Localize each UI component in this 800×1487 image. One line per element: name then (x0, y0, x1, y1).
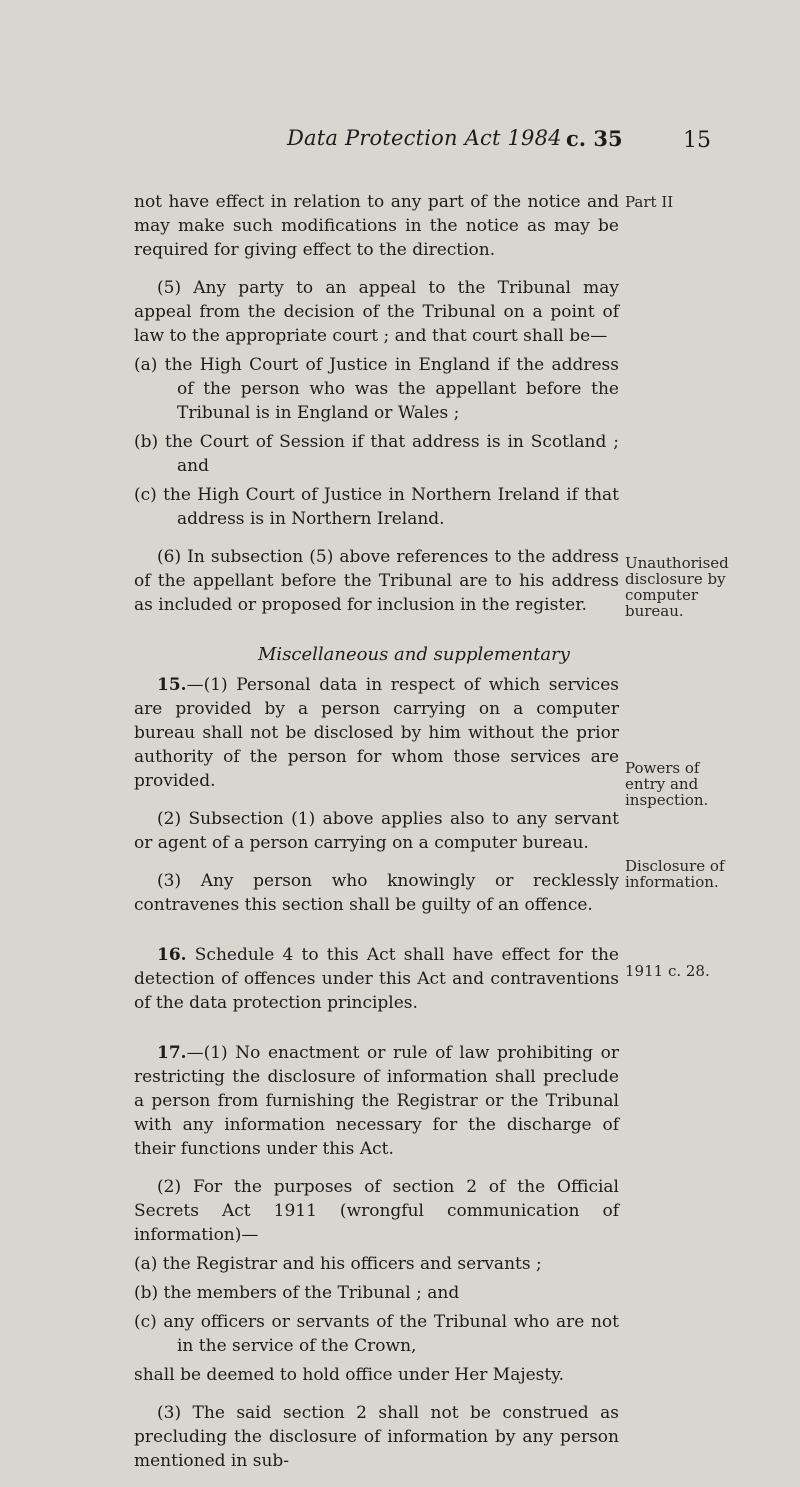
page-number: 15 (683, 128, 711, 153)
section-17-number: 17. (157, 1043, 187, 1063)
section-17-1 (134, 1041, 619, 1161)
section-17-2-closing: shall be deemed to hold office under Her Majesty. (134, 1365, 564, 1385)
subsection-5-c: (c) the High Court of Justice in Northern Ireland if that address is in Northern Ireland. (134, 485, 619, 529)
margin-note-part: Part II (625, 193, 674, 211)
section-17-3: (3) The said section 2 shall not be construed as precluding the disclosure of information by any person mentioned in sub- (134, 1403, 619, 1471)
margin-note-section-15: Unauthorised disclosure by computer bureau. (625, 554, 729, 620)
section-17-2-b: (b) the members of the Tribunal ; and (134, 1283, 460, 1303)
margin-note-section-16: Powers of entry and inspection. (625, 759, 709, 809)
subsection-5: (5) Any party to an appeal to the Tribunal may appeal from the decision of the Tribunal on a point of law to the appropriate court ; and that court shall be— (134, 278, 619, 346)
subsection-5-b: (b) the Court of Session if that address is in Scotland ; and (134, 432, 619, 476)
part-heading: Miscellaneous and supplementary (258, 644, 570, 665)
section-16 (134, 943, 619, 1015)
paragraph-continued: not have effect in relation to any part of the notice and may make such modifications in the notice as may be required for giving effect to the direction. (134, 192, 619, 260)
section-17-1-text: —(1) No enactment or rule of law prohibiting or restricting the disclosure of information shall preclude a person from furnishing the Registrar or the Tribunal with any information necessary for the discharge of their functions under this Act. (134, 1043, 619, 1159)
subsection-6: (6) In subsection (5) above references to the address of the appellant before the Tribunal are to his address as included or proposed for inclusion in the register. (134, 547, 619, 615)
section-15-1 (134, 673, 619, 793)
running-header-title: Data Protection Act 1984 (287, 126, 562, 150)
section-15-number: 15. (157, 675, 187, 695)
subsection-5-a: (a) the High Court of Justice in England if the address of the person who was the appellant before the Tribunal is in England or Wales ; (134, 355, 619, 423)
margin-note-1911-reference: 1911 c. 28. (625, 962, 710, 980)
section-17-2-a: (a) the Registrar and his officers and servants ; (134, 1254, 542, 1274)
section-17-2: (2) For the purposes of section 2 of the Official Secrets Act 1911 (wrongful communication of information)— (134, 1177, 619, 1245)
section-16-number: 16. (157, 945, 187, 965)
body-text (134, 190, 619, 1487)
margin-note-section-17: Disclosure of information. (625, 857, 725, 891)
section-15-1-text: —(1) Personal data in respect of which services are provided by a person carrying on a computer bureau shall not be disclosed by him without the prior authority of the person for whom those services are provided. (134, 675, 619, 791)
section-15-2: (2) Subsection (1) above applies also to any servant or agent of a person carrying on a computer bureau. (134, 809, 619, 853)
section-15-3: (3) Any person who knowingly or recklessly contravenes this section shall be guilty of an offence. (134, 871, 619, 915)
section-17-2-c: (c) any officers or servants of the Tribunal who are not in the service of the Crown, (134, 1312, 619, 1356)
section-16-text: Schedule 4 to this Act shall have effect for the detection of offences under this Act and contraventions of the data protection principles. (134, 945, 619, 1013)
running-header-chapter: c. 35 (566, 126, 623, 151)
